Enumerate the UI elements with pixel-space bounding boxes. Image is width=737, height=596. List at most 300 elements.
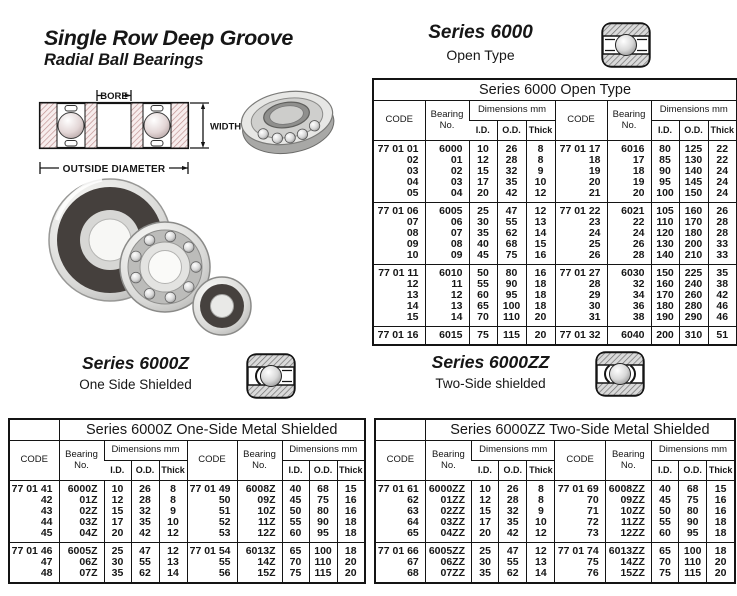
table-row (373, 217, 737, 228)
cell-code: 62 (407, 495, 419, 506)
cell-thick: 10 (527, 517, 555, 528)
cell-thick: 16 (337, 495, 365, 506)
cell-thick: 38 (708, 279, 737, 290)
cell-id: 180 (651, 301, 679, 312)
table-title: Series 6000Z One-Side Metal Shielded (59, 419, 365, 441)
cell-id: 85 (651, 155, 679, 166)
cell-od: 35 (497, 177, 526, 188)
table-row (373, 141, 737, 156)
cell-bearing-no: 6013Z (237, 543, 282, 558)
cell-code: 68 (407, 568, 419, 579)
cell-od: 130 (679, 155, 708, 166)
ball (616, 35, 637, 56)
cell-od: 62 (499, 568, 527, 583)
cell-bearing-no: 01Z (59, 495, 104, 506)
table-row (373, 155, 737, 166)
cell-thick: 18 (707, 528, 735, 543)
cell-od: 110 (309, 557, 337, 568)
cell-thick: 18 (707, 543, 735, 558)
cell-code: 51 (187, 506, 237, 517)
header-bearing-line1: Bearing (611, 449, 645, 460)
header-code: CODE (187, 441, 237, 481)
cell-bearing-no: 6005ZZ (425, 543, 471, 558)
cell-id: 100 (651, 188, 679, 203)
table-row (373, 290, 737, 301)
cell-code: 55 (187, 557, 237, 568)
cell-bearing-no: 09Z (237, 495, 282, 506)
cell-id: 50 (469, 265, 497, 280)
cell-id: 40 (282, 481, 309, 496)
cell-thick: 13 (526, 217, 555, 228)
cell-bearing-no: 20 (607, 188, 651, 203)
cell-od: 115 (497, 327, 526, 346)
cell-id: 17 (469, 177, 497, 188)
header-bearing-no (59, 441, 104, 481)
table-title: Series 6000 Open Type (373, 79, 737, 101)
cell-thick: 24 (708, 177, 737, 188)
header-bearing-line1: Bearing (243, 449, 276, 460)
cell-id: 60 (469, 290, 497, 301)
cell-od: 62 (131, 568, 159, 583)
series-6000-open-type-table (372, 78, 737, 346)
cell-thick: 14 (527, 568, 555, 583)
cell-code: 25 (555, 239, 607, 250)
cell-id: 140 (651, 250, 679, 265)
table-row (373, 203, 737, 218)
header-dimensions: Dimensions mm (104, 441, 187, 461)
header-code: CODE (373, 101, 425, 141)
cell-od: 115 (679, 568, 707, 583)
table-row (373, 228, 737, 239)
cell-thick: 8 (159, 481, 187, 496)
cell-bearing-no: 11Z (237, 517, 282, 528)
table-header-row-1 (9, 441, 365, 461)
header-code: CODE (9, 441, 59, 481)
table-row (373, 188, 737, 203)
cell-bearing-no: 26 (607, 239, 651, 250)
table-row (9, 568, 365, 583)
cell-id: 60 (651, 528, 678, 543)
cell-thick: 16 (707, 506, 735, 517)
cell-code: 09 (406, 239, 419, 250)
table-title-row (9, 419, 365, 441)
cell-thick: 8 (526, 141, 555, 156)
table-row (375, 495, 735, 506)
cell-bearing-no: 6005Z (59, 543, 104, 558)
cell-thick: 18 (526, 279, 555, 290)
cell-code: 14 (406, 301, 419, 312)
ball (610, 364, 631, 385)
cell-od: 55 (499, 557, 527, 568)
table-row (373, 327, 737, 346)
cell-id: 75 (651, 568, 678, 583)
open-type-bearing-icon (601, 22, 651, 73)
header-dimensions: Dimensions mm (651, 101, 737, 121)
cell-od: 68 (497, 239, 526, 250)
table-row (375, 528, 735, 543)
cell-id: 45 (469, 250, 497, 265)
cell-code: 53 (187, 528, 237, 543)
cell-od: 180 (679, 228, 708, 239)
cell-code: 44 (40, 517, 53, 528)
cell-bearing-no: 6008ZZ (605, 481, 651, 496)
series-6000zz-label (413, 352, 568, 395)
cell-id: 30 (472, 557, 499, 568)
cell-thick: 9 (159, 506, 187, 517)
cell-od: 100 (679, 543, 707, 558)
table-row (373, 312, 737, 327)
header-id: I.D. (469, 121, 497, 141)
cell-bearing-no: 02 (425, 166, 469, 177)
series-6000z-subtitle: One Side Shielded (79, 377, 192, 392)
cell-thick: 14 (526, 228, 555, 239)
cell-id: 12 (469, 155, 497, 166)
header-thick: Thick (527, 461, 555, 481)
cell-id: 50 (282, 506, 309, 517)
cell-thick: 16 (337, 506, 365, 517)
table-header-row-1 (373, 101, 737, 121)
series-6000-title: Series 6000 (428, 22, 533, 43)
cell-thick: 12 (526, 188, 555, 203)
cell-id: 12 (472, 495, 499, 506)
cell-thick: 20 (526, 312, 555, 327)
table-title-gap (375, 419, 425, 441)
cell-id: 25 (472, 543, 499, 558)
header-od: O.D. (497, 121, 526, 141)
cell-bearing-no: 10Z (237, 506, 282, 517)
cell-code: 63 (407, 506, 419, 517)
cell-id: 200 (651, 327, 679, 346)
cell-bearing-no: 6040 (607, 327, 651, 346)
table-title-row (373, 79, 737, 101)
cell-id: 55 (651, 517, 678, 528)
header-dimensions: Dimensions mm (469, 101, 555, 121)
bearing-photo-small (237, 84, 337, 163)
cell-thick: 18 (337, 517, 365, 528)
cell-thick: 24 (708, 166, 737, 177)
cell-code: 77 01 54 (187, 543, 237, 558)
cell-od: 75 (309, 495, 337, 506)
cell-od: 260 (679, 290, 708, 301)
cell-thick: 18 (337, 543, 365, 558)
header-code: CODE (555, 101, 607, 141)
cell-code: 64 (407, 517, 419, 528)
cell-thick: 28 (708, 217, 737, 228)
cell-code: 30 (555, 301, 607, 312)
cell-id: 190 (651, 312, 679, 327)
table-row (9, 506, 365, 517)
cell-bearing-no: 12ZZ (605, 528, 651, 543)
header-bearing-line1: Bearing (432, 449, 465, 460)
cell-od: 42 (499, 528, 527, 543)
cell-bearing-no: 12Z (237, 528, 282, 543)
cell-thick: 35 (708, 265, 737, 280)
header-code: CODE (375, 441, 425, 481)
cell-code: 48 (40, 568, 53, 579)
header-id: I.D. (651, 461, 678, 481)
cell-od: 28 (499, 495, 527, 506)
cell-id: 17 (472, 517, 499, 528)
angled-open-bearing (237, 85, 337, 158)
cell-od: 68 (309, 481, 337, 496)
cell-od: 210 (679, 250, 708, 265)
cell-thick: 22 (708, 155, 737, 166)
header-bearing-line2: No. (620, 459, 636, 471)
cell-od: 170 (679, 217, 708, 228)
cell-code: 42 (40, 495, 53, 506)
cell-bearing-no: 03Z (59, 517, 104, 528)
cell-code: 77 01 11 (373, 265, 425, 280)
series-6000zz-subtitle: Two-Side shielded (435, 376, 546, 391)
cell-bearing-no: 10ZZ (605, 506, 651, 517)
cell-id: 105 (651, 203, 679, 218)
cell-code: 05 (406, 188, 419, 199)
cell-id: 10 (469, 141, 497, 156)
cell-id: 55 (282, 517, 309, 528)
cell-bearing-no: 14ZZ (605, 557, 651, 568)
bore-label: BORE (100, 91, 128, 102)
table-row (373, 239, 737, 250)
cell-bearing-no: 07 (425, 228, 469, 239)
header-bearing-no (425, 441, 471, 481)
cell-code: 71 (555, 506, 605, 517)
cell-code: 21 (555, 188, 607, 203)
cell-code: 77 01 49 (187, 481, 237, 496)
cell-id: 25 (104, 543, 131, 558)
cell-code: 77 01 74 (555, 543, 605, 558)
page-title: Single Row Deep Groove (44, 26, 294, 50)
cell-od: 28 (131, 495, 159, 506)
cell-id: 170 (651, 290, 679, 301)
series-6000z-label (58, 353, 213, 396)
cell-code: 77 01 46 (9, 543, 59, 558)
cell-od: 80 (497, 265, 526, 280)
cell-bearing-no: 06 (425, 217, 469, 228)
cell-code: 65 (407, 528, 419, 539)
cell-od: 310 (679, 327, 708, 346)
cell-od: 110 (497, 312, 526, 327)
series-6000zz-title: Series 6000ZZ (431, 352, 550, 372)
cell-id: 90 (651, 166, 679, 177)
cell-bearing-no: 13 (425, 301, 469, 312)
header-od: O.D. (499, 461, 527, 481)
cell-bearing-no: 03 (425, 177, 469, 188)
table-header-row-1 (375, 441, 735, 461)
cell-thick: 9 (526, 166, 555, 177)
cell-code: 73 (555, 528, 605, 543)
cell-code: 20 (555, 177, 607, 188)
table-row (9, 557, 365, 568)
cell-id: 20 (469, 188, 497, 203)
cell-id: 50 (651, 506, 678, 517)
cell-id: 70 (651, 557, 678, 568)
table-row (9, 528, 365, 543)
cell-thick: 18 (337, 528, 365, 543)
cell-od: 55 (497, 217, 526, 228)
cell-thick: 16 (707, 495, 735, 506)
cell-od: 42 (497, 188, 526, 203)
page-subtitle: Radial Ball Bearings (44, 50, 204, 69)
cell-bearing-no: 6013ZZ (605, 543, 651, 558)
cell-bearing-no: 02Z (59, 506, 104, 517)
cell-id: 30 (469, 217, 497, 228)
cell-code: 08 (406, 228, 419, 239)
table-row (375, 557, 735, 568)
cell-bearing-no: 04Z (59, 528, 104, 543)
cell-thick: 42 (708, 290, 737, 301)
cell-code: 56 (187, 568, 237, 583)
table-row (9, 495, 365, 506)
cell-od: 100 (309, 543, 337, 558)
bearing-photo-large (40, 163, 270, 354)
table-row (375, 481, 735, 496)
cell-bearing-no: 6010 (425, 265, 469, 280)
cell-code: 77 01 01 (377, 143, 419, 155)
cell-od: 200 (679, 239, 708, 250)
cell-code: 77 01 32 (555, 327, 607, 346)
header-dimensions: Dimensions mm (651, 441, 735, 461)
cell-thick: 46 (708, 312, 737, 327)
cell-thick: 16 (526, 250, 555, 265)
cell-thick: 28 (708, 228, 737, 239)
table-row (9, 543, 365, 558)
cell-id: 60 (282, 528, 309, 543)
cell-thick: 8 (159, 495, 187, 506)
cell-bearing-no: 6008Z (237, 481, 282, 496)
header-bearing-line2: No. (74, 459, 89, 471)
cell-code: 43 (40, 506, 53, 517)
cell-bearing-no: 36 (607, 301, 651, 312)
cell-thick: 46 (708, 301, 737, 312)
cell-code: 70 (555, 495, 605, 506)
table-row (375, 506, 735, 517)
cell-od: 75 (497, 250, 526, 265)
cell-bearing-no: 12 (425, 290, 469, 301)
cell-thick: 10 (159, 517, 187, 528)
table-row (373, 166, 737, 177)
header-bearing-line2: No. (439, 119, 455, 131)
cell-code: 03 (406, 166, 419, 177)
cell-code: 77 01 41 (11, 483, 53, 495)
cell-bearing-no: 18 (607, 166, 651, 177)
cell-bearing-no: 03ZZ (425, 517, 471, 528)
table-row (373, 177, 737, 188)
cell-od: 35 (131, 517, 159, 528)
cell-code: 77 01 22 (555, 203, 607, 218)
cell-bearing-no: 6000 (425, 141, 469, 156)
header-thick: Thick (159, 461, 187, 481)
cell-od: 290 (679, 312, 708, 327)
series-6000-label (408, 22, 553, 66)
header-thick: Thick (526, 121, 555, 141)
cell-code: 75 (555, 557, 605, 568)
cell-id: 40 (651, 481, 678, 496)
cell-thick: 22 (708, 141, 737, 156)
cell-id: 20 (472, 528, 499, 543)
cell-od: 95 (309, 528, 337, 543)
cell-thick: 12 (526, 203, 555, 218)
header-dimensions: Dimensions mm (282, 441, 365, 461)
cell-code: 28 (555, 279, 607, 290)
cell-bearing-no: 11 (425, 279, 469, 290)
cell-code: 76 (555, 568, 605, 583)
cell-id: 65 (469, 301, 497, 312)
cell-code: 52 (187, 517, 237, 528)
header-bearing-line1: Bearing (612, 109, 646, 120)
header-thick: Thick (708, 121, 737, 141)
table-title-row (375, 419, 735, 441)
cell-bearing-no: 06Z (59, 557, 104, 568)
cell-od: 115 (309, 568, 337, 583)
cell-thick: 51 (708, 327, 737, 346)
series-6000z-table (8, 418, 366, 584)
cell-thick: 8 (527, 495, 555, 506)
cell-thick: 20 (707, 557, 735, 568)
cell-od: 225 (679, 265, 708, 280)
one-side-shielded-bearing-icon (246, 353, 296, 404)
cell-bearing-no: 09 (425, 250, 469, 265)
cell-id: 17 (104, 517, 131, 528)
header-bearing-line2: No. (252, 459, 267, 471)
cell-id: 35 (104, 568, 131, 583)
header-od: O.D. (679, 121, 708, 141)
cell-od: 100 (497, 301, 526, 312)
cell-id: 75 (282, 568, 309, 583)
cell-code: 13 (406, 290, 419, 301)
cell-od: 150 (679, 188, 708, 203)
series-6000zz-table (374, 418, 736, 584)
cell-thick: 13 (527, 557, 555, 568)
cell-id: 35 (469, 228, 497, 239)
cell-bearing-no: 01 (425, 155, 469, 166)
cell-od: 90 (497, 279, 526, 290)
ball (58, 113, 84, 139)
cell-id: 70 (282, 557, 309, 568)
cell-bearing-no: 02ZZ (425, 506, 471, 517)
cell-od: 75 (679, 495, 707, 506)
cell-thick: 20 (337, 557, 365, 568)
header-bearing-no (237, 441, 282, 481)
cell-bearing-no: 6021 (607, 203, 651, 218)
cell-thick: 15 (337, 481, 365, 496)
cell-code: 77 01 17 (555, 141, 607, 156)
table-row (9, 481, 365, 496)
table-row (373, 265, 737, 280)
two-side-shielded-bearing-icon (595, 351, 645, 402)
series-6000z-title: Series 6000Z (81, 353, 190, 373)
cell-id: 20 (104, 528, 131, 543)
cell-od: 80 (679, 506, 707, 517)
small-sealed-bearing (193, 277, 251, 335)
cell-bearing-no: 6005 (425, 203, 469, 218)
cell-thick: 33 (708, 250, 737, 265)
cell-id: 12 (104, 495, 131, 506)
cell-code: 04 (406, 177, 419, 188)
cell-id: 70 (469, 312, 497, 327)
cell-bearing-no: 6000ZZ (425, 481, 471, 496)
header-od: O.D. (131, 461, 159, 481)
cell-bearing-no: 07ZZ (425, 568, 471, 583)
cell-id: 25 (469, 203, 497, 218)
table-row (373, 301, 737, 312)
cell-thick: 18 (526, 301, 555, 312)
cell-bearing-no: 19 (607, 177, 651, 188)
header-bearing-line1: Bearing (65, 449, 98, 460)
cell-bearing-no: 15ZZ (605, 568, 651, 583)
cell-id: 55 (469, 279, 497, 290)
cell-od: 35 (499, 517, 527, 528)
cell-bearing-no: 15Z (237, 568, 282, 583)
